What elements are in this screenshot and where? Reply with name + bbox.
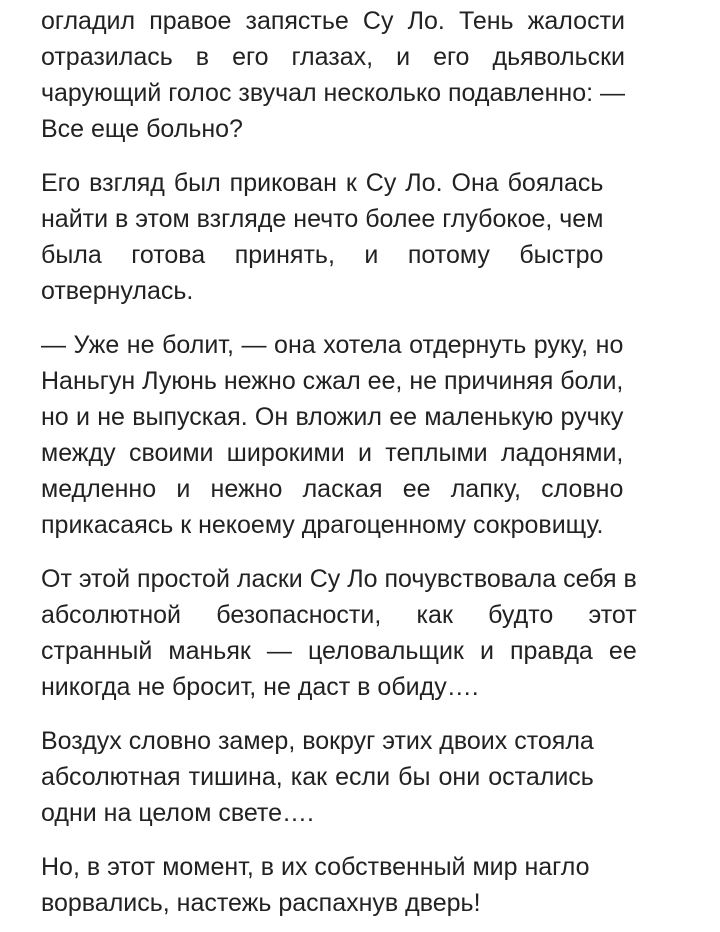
text-line: огладил правое запястье Су Ло. Тень жалости	[41, 7, 625, 35]
text-line: отразилась в его глазах, и его дьявольски	[41, 43, 625, 71]
paragraph-4	[41, 561, 637, 705]
text-line: Но, в этот момент, в их собственный мир нагло	[41, 853, 590, 881]
paragraph-6	[41, 849, 590, 921]
paragraph-3	[41, 327, 623, 543]
text-line: медленно и нежно лаская ее лапку, словно	[41, 475, 624, 503]
text-line: Воздух словно замер, вокруг этих двоих стояла	[41, 727, 594, 755]
text-line: Все еще больно?	[41, 115, 243, 143]
text-line: никогда не бросит, не даст в обиду….	[41, 673, 479, 701]
paragraph-5	[41, 723, 594, 831]
text-line: — Уже не болит, — она хотела отдернуть руку, но	[41, 331, 624, 359]
text-line: между своими широкими и теплыми ладонями,	[41, 439, 624, 467]
text-line: прикасаясь к некоему драгоценному сокровищу.	[41, 511, 604, 539]
text-line: абсолютная тишина, как если бы они остались	[41, 763, 594, 791]
paragraph-1	[41, 3, 625, 147]
text-line: чарующий голос звучал несколько подавленно: —	[41, 79, 625, 107]
text-line: но и не выпуская. Он вложил ее маленькую ручку	[41, 403, 624, 431]
text-line: абсолютной безопасности, как будто этот	[41, 601, 637, 629]
text-line: странный маньяк — целовальщик и правда ее	[41, 637, 637, 665]
text-line: ворвались, настежь распахнув дверь!	[41, 889, 481, 917]
text-line: От этой простой ласки Су Ло почувствовала себя в	[41, 565, 637, 593]
text-line: Наньгун Луюнь нежно сжал ее, не причиняя боли,	[41, 367, 624, 395]
text-line: была готова принять, и потому быстро	[41, 241, 604, 269]
text-line: найти в этом взгляде нечто более глубокое, чем	[41, 205, 604, 233]
text-line: отвернулась.	[41, 277, 194, 305]
text-line: Его взгляд был прикован к Су Ло. Она боялась	[41, 169, 604, 197]
paragraph-2	[41, 165, 603, 309]
text-line: одни на целом свете….	[41, 799, 314, 827]
